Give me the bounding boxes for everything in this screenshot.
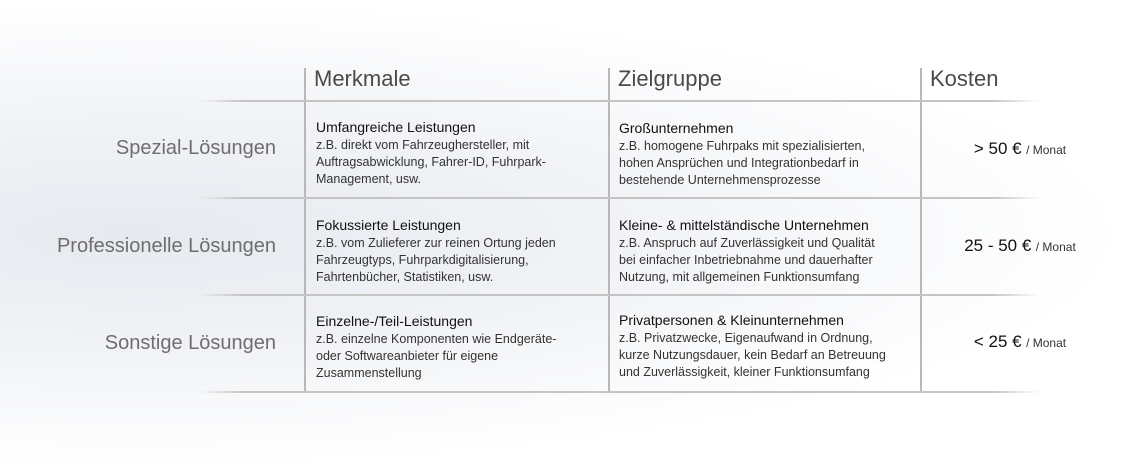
merkmale-title: Einzelne-/Teil-Leistungen: [316, 313, 473, 329]
zielgruppe-title: Kleine- & mittelständische Unternehmen: [619, 217, 869, 233]
cost-amount: > 50 €: [973, 139, 1022, 158]
zielgruppe-desc: z.B. Anspruch auf Zuverlässigkeit und Qualität bei einfacher Inbetriebnahme und dauerhafter Nutzung, mit allgemeinen Funktionsumfang: [619, 236, 875, 284]
merkmale-cell-professionell: [316, 217, 604, 286]
merkmale-cell-spezial: [316, 119, 604, 188]
column-divider-2: [608, 68, 610, 393]
merkmale-desc: z.B. vom Zulieferer zur reinen Ortung jeden Fahrzeugtyps, Fuhrparkdigitalisierung, Fahrtenbücher, Statistiken, usw.: [316, 236, 556, 284]
row-divider-3-right: [920, 391, 1040, 393]
row-label-professionell: Professionelle Lösungen: [56, 235, 276, 257]
header-zielgruppe: Zielgruppe: [618, 66, 722, 91]
cost-unit: / Monat: [1026, 143, 1067, 157]
merkmale-desc: z.B. direkt vom Fahrzeughersteller, mit Auftragsabwicklung, Fahrer-ID, Fuhrpark- Management, usw.: [316, 138, 546, 186]
row-divider-2-right: [920, 294, 1040, 296]
zielgruppe-cell-professionell: [619, 217, 919, 286]
merkmale-title: Fokussierte Leistungen: [316, 217, 461, 233]
zielgruppe-desc: z.B. Privatzwecke, Eigenaufwand in Ordnung, kurze Nutzungsdauer, kein Bedarf an Betreuung und Zuverlässigkeit, kleiner Funktionsumfang: [619, 331, 886, 379]
cost-unit: / Monat: [1026, 336, 1067, 350]
row-divider-1-right: [920, 197, 1040, 199]
row-divider-3-left: [200, 391, 306, 393]
row-divider-2: [304, 294, 922, 296]
cost-amount: < 25 €: [973, 332, 1022, 351]
header-kosten: Kosten: [930, 66, 999, 91]
zielgruppe-desc: z.B. homogene Fuhrpaks mit spezialisierten, hohen Ansprüchen und Integrationbedarf in bestehende Unternehmensprozesse: [619, 139, 865, 187]
merkmale-desc: z.B. einzelne Komponenten wie Endgeräte- oder Softwareanbieter für eigene Zusammenstellung: [316, 332, 557, 380]
merkmale-title: Umfangreiche Leistungen: [316, 119, 476, 135]
zielgruppe-title: Privatpersonen & Kleinunternehmen: [619, 312, 844, 328]
row-divider-3: [304, 391, 922, 393]
cost-cell-professionell: [922, 236, 1118, 256]
row-divider-1-left: [200, 197, 306, 199]
zielgruppe-cell-spezial: [619, 120, 919, 189]
cost-cell-spezial: [922, 139, 1118, 159]
zielgruppe-title: Großunternehmen: [619, 120, 734, 136]
row-divider-0: [304, 100, 922, 102]
header-merkmale: Merkmale: [314, 66, 411, 91]
zielgruppe-cell-sonstige: [619, 312, 919, 381]
row-divider-0-left: [200, 100, 306, 102]
cost-amount: 25 - 50 €: [964, 236, 1032, 255]
row-divider-0-right: [920, 100, 1040, 102]
row-divider-2-left: [200, 294, 306, 296]
merkmale-cell-sonstige: [316, 313, 604, 382]
row-label-sonstige: Sonstige Lösungen: [104, 332, 276, 354]
row-label-spezial: Spezial-Lösungen: [115, 137, 276, 159]
row-divider-1: [304, 197, 922, 199]
cost-unit: / Monat: [1035, 240, 1076, 254]
cost-cell-sonstige: [922, 332, 1118, 352]
column-divider-1: [304, 68, 306, 393]
